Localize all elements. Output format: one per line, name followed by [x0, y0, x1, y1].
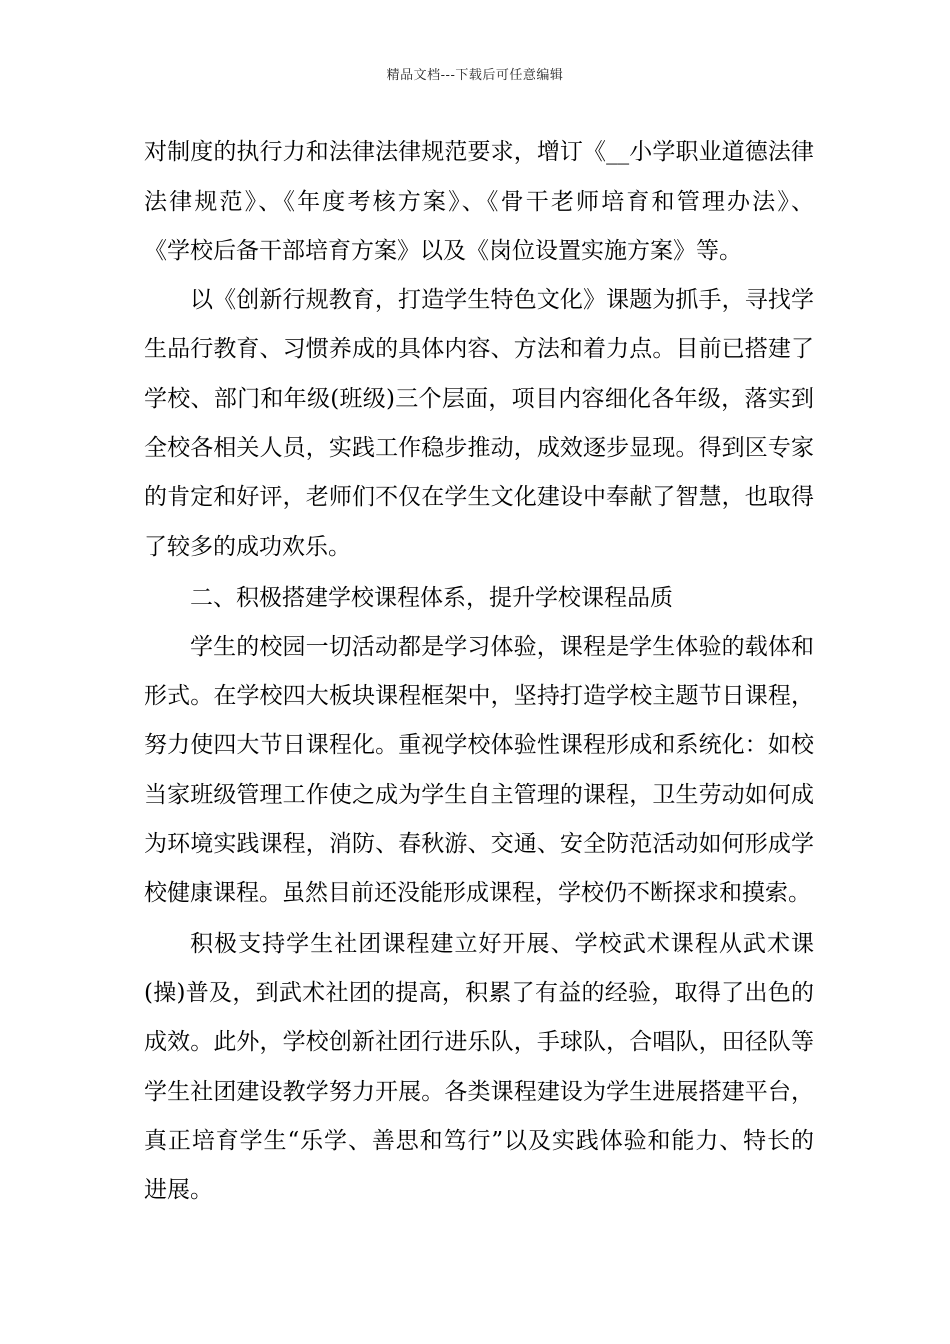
text-line: 学校、部门和年级(班级)三个层面，项目内容细化各年级，落实到	[144, 386, 814, 412]
text-line: 对制度的执行力和法律法律规范要求，增订《__小学职业道德法律	[144, 139, 814, 165]
text-line: 真正培育学生“乐学、善思和笃行”以及实践体验和能力、特长的	[144, 1128, 814, 1154]
section-heading: 二、积极搭建学校课程体系，提升学校课程品质	[190, 585, 673, 611]
text-line: 全校各相关人员，实践工作稳步推动，成效逐步显现。得到区专家	[144, 435, 814, 461]
text-line: 了较多的成功欢乐。	[144, 534, 351, 560]
page-header: 精品文档---下载后可任意编辑	[386, 68, 564, 83]
text-line: 当家班级管理工作使之成为学生自主管理的课程，卫生劳动如何成	[144, 782, 814, 808]
text-line: 校健康课程。虽然目前还没能形成课程，学校仍不断探求和摸索。	[144, 880, 811, 906]
paragraph-first-line: 学生的校园一切活动都是学习体验，课程是学生体验的载体和	[190, 634, 814, 660]
text-line: 《学校后备干部培育方案》以及《岗位设置实施方案》等。	[144, 238, 742, 264]
text-line: 的肯定和好评，老师们不仅在学生文化建设中奉献了智慧，也取得	[144, 484, 814, 510]
paragraph-first-line: 以《创新行规教育，打造学生特色文化》课题为抓手，寻找学	[190, 287, 814, 313]
text-line: 法律规范》、《年度考核方案》、《骨干老师培育和管理办法》、	[144, 189, 814, 215]
text-line: 生品行教育、习惯养成的具体内容、方法和着力点。目前已搭建了	[144, 336, 814, 362]
text-line: 为环境实践课程，消防、春秋游、交通、安全防范活动如何形成学	[144, 831, 814, 857]
text-line: 成效。此外，学校创新社团行进乐队，手球队，合唱队，田径队等	[144, 1029, 814, 1055]
text-line: (操)普及，到武术社团的提高，积累了有益的经验，取得了出色的	[144, 980, 814, 1006]
paragraph-first-line: 积极支持学生社团课程建立好开展、学校武术课程从武术课	[190, 931, 814, 957]
text-line: 形式。在学校四大板块课程框架中，坚持打造学校主题节日课程，	[144, 683, 814, 709]
text-line: 努力使四大节日课程化。重视学校体验性课程形成和系统化：如校	[144, 732, 814, 758]
text-line: 进展。	[144, 1177, 213, 1203]
text-line: 学生社团建设教学努力开展。各类课程建设为学生进展搭建平台，	[144, 1079, 814, 1105]
